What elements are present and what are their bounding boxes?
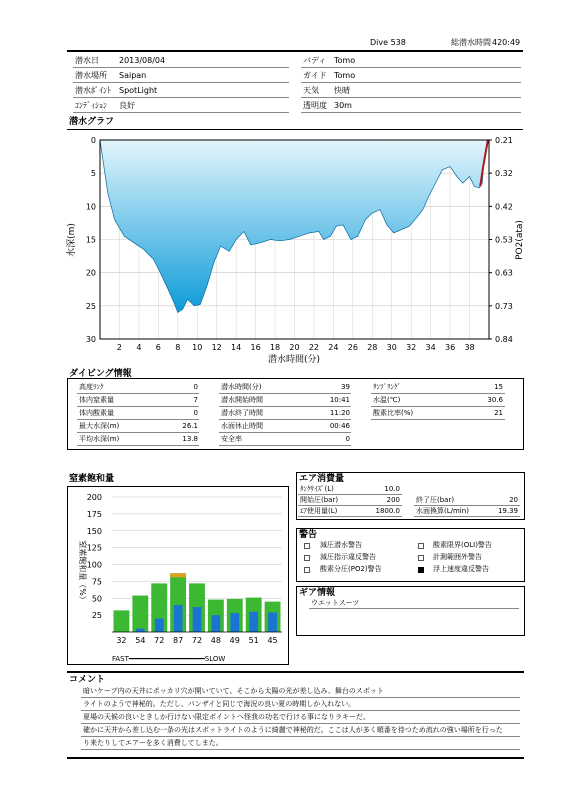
bar-y-tick-label: 200 <box>86 493 102 502</box>
bar-category-label: 49 <box>229 636 240 645</box>
warning-checkbox-po2 <box>304 567 310 573</box>
comment-line-1: 暗いケーブ内の天井にポッカリ穴が開いていて、そこから太陽の光が差し込み、舞台のスポット <box>83 687 384 695</box>
x-tick-label: 36 <box>445 343 456 352</box>
warning-checkbox-decomp <box>304 543 310 549</box>
header-rule <box>67 50 523 52</box>
warning-checkbox-decomp-violation <box>304 555 310 561</box>
bar-category-label: 87 <box>173 636 184 645</box>
x-tick-label: 12 <box>211 343 222 352</box>
sampling-value: 15 <box>494 383 503 391</box>
y-tick-label: 0 <box>90 136 96 145</box>
bar-y-tick-label: 50 <box>91 594 102 604</box>
o2-value: 0 <box>193 409 198 417</box>
bar-peak-cap <box>170 573 186 577</box>
n2-sat-chart <box>68 487 288 664</box>
n2-label: 体内窒素量 <box>79 396 114 404</box>
bar-inner <box>193 607 202 632</box>
depth-area <box>100 140 487 313</box>
visibility-value: 30m <box>334 101 352 110</box>
condition-label: ｺﾝﾃﾞｨｼｮﾝ <box>75 101 107 110</box>
visibility-label: 透明度 <box>303 101 327 110</box>
weather-value: 快晴 <box>334 86 350 95</box>
bar-y-tick-label: 100 <box>86 560 102 570</box>
total-time-label: 総潜水時間 <box>451 38 491 47</box>
warning-checkbox-ascent <box>418 567 424 573</box>
max-depth-value: 26.1 <box>182 422 198 430</box>
tank-label: ﾀﾝｸｻｲｽﾞ(L) <box>300 485 334 493</box>
start-pressure-value: 200 <box>386 496 400 504</box>
air-used-value: 1800.0 <box>375 507 400 515</box>
warning-po2: 酸素分圧(PO2)警告 <box>320 565 382 573</box>
end-value: 11:20 <box>329 409 350 417</box>
surface-conv-label: 水面換算(L/min) <box>416 507 469 515</box>
y-tick-label: 10 <box>85 202 96 212</box>
bar-inner <box>136 629 145 632</box>
x-tick-label: 6 <box>155 343 161 352</box>
total-time-value: 420:49 <box>492 38 521 47</box>
bar-category-label: 72 <box>191 636 203 645</box>
altitude-value: 0 <box>193 383 198 391</box>
warning-checkbox-range <box>418 555 424 561</box>
bar-y-axis-label: 窒素飽和量（%） <box>78 540 87 604</box>
altitude-label: 高度ﾗﾝｸ <box>79 383 104 391</box>
x-tick-label: 10 <box>192 343 203 352</box>
x-axis-label: 潜水時間(分) <box>267 355 321 365</box>
comment-line-2: ライトのようで神秘的。ただし、パンザイと同じで海況の良い夏の時期しか入れない。 <box>83 700 356 708</box>
bar-y-tick-label: 75 <box>91 577 102 587</box>
end-pressure-label: 終了圧(bar) <box>416 496 455 504</box>
avg-depth-value: 13.8 <box>182 435 198 443</box>
dive-info-title: ダイビング情報 <box>69 369 132 379</box>
gear-value: ウエットスーツ <box>311 599 360 607</box>
comment-line-3: 夏場の天候の良いときしか行けない限定ポイントへ怪我の功名で行ける事になりラキーだ。 <box>83 713 370 721</box>
n2-sat-title: 窒素飽和量 <box>69 474 115 484</box>
warning-ascent: 浮上速度違反警告 <box>433 565 489 573</box>
comment-title: コメント <box>69 675 106 685</box>
y2-tick-label: 0.32 <box>495 169 513 179</box>
dive-time-value: 39 <box>341 383 350 391</box>
safety-label: 安全率 <box>221 435 242 443</box>
air-title: エア消費量 <box>299 474 345 484</box>
warnings-title: 警告 <box>299 530 318 540</box>
sampling-label: ｻﾝﾌﾟﾘﾝｸﾞ <box>373 383 401 391</box>
bar-inner <box>174 605 183 632</box>
bar-inner <box>155 619 164 633</box>
comment-line-5: り来たりしてエアーを多く消費してしまた。 <box>83 739 223 747</box>
buddy-label: バディ <box>303 56 327 65</box>
bar-inner <box>212 615 221 632</box>
y2-tick-label: 0.73 <box>495 301 513 311</box>
y2-tick-label: 0.42 <box>495 202 513 212</box>
y-tick-label: 30 <box>85 335 96 344</box>
x-tick-label: 2 <box>116 343 122 352</box>
x-tick-label: 4 <box>136 343 142 352</box>
dive-time-label: 潜水時間(分) <box>221 383 262 391</box>
warning-range: 計測範囲外警告 <box>433 553 482 561</box>
y-axis-label: 水深(m) <box>67 223 77 257</box>
bar-category-label: 45 <box>267 636 278 645</box>
bar-category-label: 51 <box>248 636 259 645</box>
y2-tick-label: 0.84 <box>495 335 513 344</box>
x-tick-label: 16 <box>250 343 261 352</box>
x-tick-label: 30 <box>386 343 397 352</box>
air-used-label: ｴｱ使用量(L) <box>300 507 338 515</box>
bar-y-tick-label: 175 <box>86 509 102 519</box>
o2-label: 体内酸素量 <box>79 409 114 417</box>
avg-depth-label: 平均水深(m) <box>79 435 120 443</box>
x-tick-label: 20 <box>289 343 300 352</box>
x-tick-label: 28 <box>367 343 378 352</box>
y2-tick-label: 0.21 <box>495 136 513 145</box>
warning-decomp: 減圧潜水警告 <box>320 541 362 549</box>
bar-category-label: 48 <box>210 636 221 645</box>
date-label: 潜水日 <box>75 56 99 65</box>
x-tick-label: 14 <box>231 343 242 352</box>
surface-label: 水面休止時間 <box>221 422 263 430</box>
y2-tick-label: 0.53 <box>495 235 513 245</box>
bar-y-tick-label: 25 <box>91 611 102 621</box>
y-tick-label: 25 <box>85 301 96 311</box>
end-pressure-value: 20 <box>509 496 518 504</box>
bar-inner <box>230 613 239 632</box>
start-label: 潜水開始時間 <box>221 396 263 404</box>
bar-y-tick-label: 125 <box>86 543 102 553</box>
tank-value: 10.0 <box>384 485 400 493</box>
water-temp-value: 30.6 <box>487 396 503 404</box>
y-tick-label: 15 <box>85 235 96 245</box>
bar-chart-bars <box>114 573 281 632</box>
point-value: SpotLight <box>119 86 158 95</box>
o2-ratio-value: 21 <box>494 409 503 417</box>
graph-title: 潜水グラフ <box>69 117 115 127</box>
start-value: 10:41 <box>329 396 350 404</box>
point-label: 潜水ﾎﾟｲﾝﾄ <box>75 86 111 95</box>
y-tick-label: 20 <box>85 268 96 278</box>
x-tick-label: 38 <box>464 343 475 352</box>
bar-inner <box>268 612 277 632</box>
guide-label: ガイド <box>303 71 327 80</box>
o2-ratio-label: 酸素比率(%) <box>373 409 414 417</box>
condition-value: 良好 <box>119 101 135 110</box>
place-label: 潜水場所 <box>75 71 107 80</box>
bar-total <box>132 596 148 632</box>
weather-label: 天気 <box>303 86 319 95</box>
max-depth-label: 最大水深(m) <box>79 422 120 430</box>
buddy-value: Tomo <box>334 56 356 65</box>
x-tick-label: 26 <box>347 343 358 352</box>
surface-conv-value: 19.39 <box>497 507 518 515</box>
x-tick-label: 24 <box>328 343 339 352</box>
y2-tick-label: 0.63 <box>495 268 513 278</box>
x-tick-label: 22 <box>308 343 320 352</box>
place-value: Saipan <box>119 71 147 80</box>
x-tick-label: 32 <box>406 343 417 352</box>
dive-profile-chart <box>62 130 532 370</box>
bar-inner <box>249 612 258 632</box>
x-tick-label: 18 <box>269 343 281 352</box>
end-label: 潜水終了時間 <box>221 409 263 417</box>
y-tick-label: 5 <box>90 169 96 179</box>
fast-slow-label: FAST━━━━━━━━━━━━━━━━━━SLOW <box>112 655 226 663</box>
n2-value: 7 <box>193 396 198 404</box>
warning-oli: 酸素限界(OLI)警告 <box>433 541 492 549</box>
water-temp-label: 水温(℃) <box>373 396 401 404</box>
surface-value: 00:46 <box>329 422 350 430</box>
date-value: 2013/08/04 <box>119 56 166 65</box>
gear-title: ギア情報 <box>299 588 336 598</box>
y2-axis-label: PO2(ata) <box>515 220 525 260</box>
dive-number: Dive 538 <box>370 38 406 47</box>
x-tick-label: 8 <box>175 343 181 352</box>
comment-line-4: 確かに天井から差し込む一条の光はスポットライトのように綺麗で神秘的だ。ここは人が多く順番を待つため流れの強い場所を行った <box>83 726 503 734</box>
bar-category-label: 32 <box>116 636 127 645</box>
x-tick-label: 34 <box>425 343 436 352</box>
start-pressure-label: 開始圧(bar) <box>300 496 339 504</box>
bar-total <box>114 610 130 632</box>
bar-y-tick-label: 150 <box>86 526 102 536</box>
warning-checkbox-oli <box>418 543 424 549</box>
warning-decomp-violation: 減圧指示違反警告 <box>320 553 376 561</box>
bar-category-label: 72 <box>154 636 165 645</box>
guide-value: Tomo <box>334 71 356 80</box>
bar-category-label: 54 <box>135 636 146 645</box>
safety-value: 0 <box>345 435 350 443</box>
